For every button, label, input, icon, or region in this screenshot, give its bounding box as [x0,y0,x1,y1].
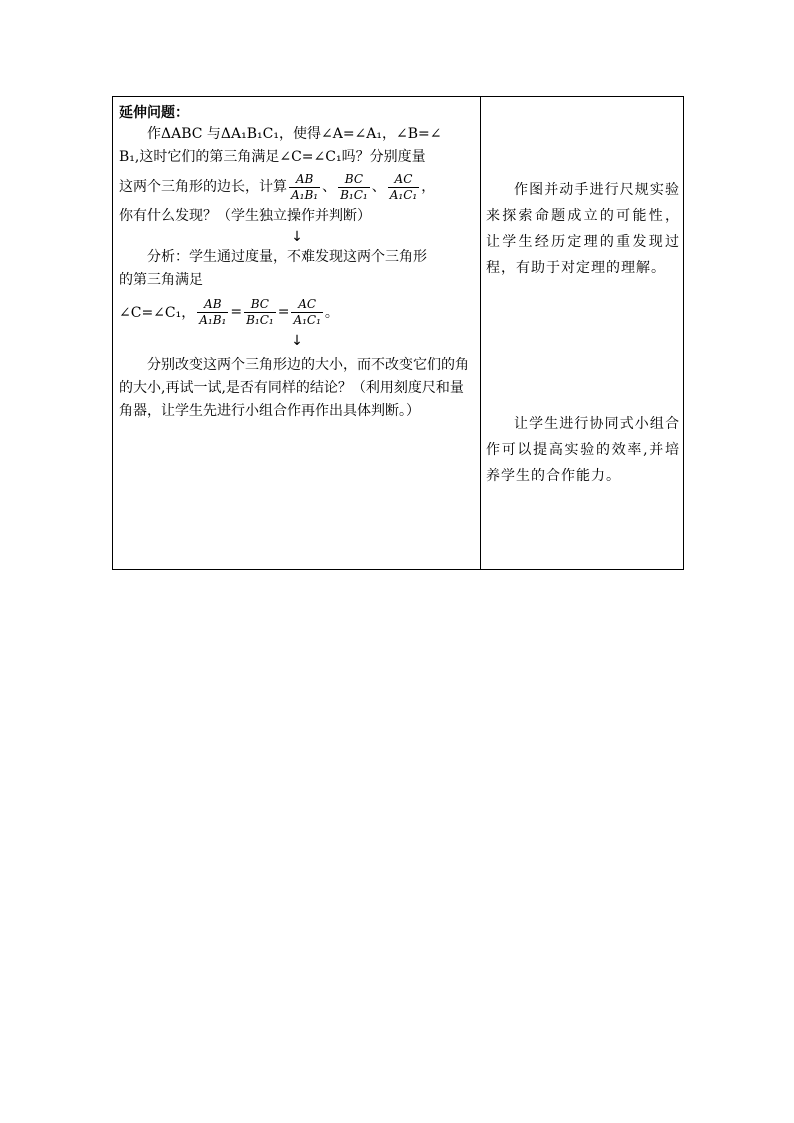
problem-line-1: 作ΔABC 与ΔA₁B₁C₁，使得∠A=∠A₁，∠B=∠ [147,126,442,142]
eq-fraction-bc-numerator: BC [250,296,269,311]
column-divider [480,97,481,569]
problem-line-2: B₁,这时它们的第三角满足∠C=∠C₁吗？分别度量 [119,149,426,165]
fraction-bc-numerator: BC [344,171,364,186]
analysis-equation [119,292,475,332]
fraction-bc [338,172,370,203]
eq-fraction-bc-denominator: B₁C₁ [246,312,274,327]
teaching-note-1: 作图并动手进行尺规实验来探索命题成立的可能性，让学生经历定理的重发现过程，有助于对定理的理解。 [486,182,680,276]
separator-2: 、 [371,178,386,195]
fraction-ab-denominator: A₁B₁ [291,187,319,202]
fraction-ac [388,172,419,203]
fraction-ac-denominator: A₁C₁ [389,187,418,202]
equals-sign-2: = [277,304,290,320]
problem-line-3 [119,169,475,205]
down-arrow-icon-1: ↓ [291,229,303,245]
fraction-ac-numerator: AC [394,171,413,186]
separator-1: 、 [322,178,337,195]
problem-line-3-text: 这两个三角形的边长，计算 [119,178,287,195]
left-column [119,103,475,423]
eq-fraction-ab [197,297,228,328]
teaching-note-2: 让学生进行协同式小组合作可以提高实验的效率,并培养学生的合作能力。 [486,416,680,484]
analysis-line-1: 分析：学生通过度量，不难发现这两个三角形 [147,249,427,265]
fraction-ab-numerator: AB [295,171,314,186]
fraction-bc-denominator: B₁C₁ [340,187,368,202]
eq-fraction-ab-denominator: A₁B₁ [199,312,227,327]
equation-end: 。 [324,305,339,321]
equation-prefix: ∠C=∠C₁， [119,305,196,321]
analysis-line-2: 的第三角满足 [119,272,203,288]
section-heading: 延伸问题： [119,105,189,121]
eq-fraction-ac-numerator: AC [298,296,317,311]
teaching-plan-table [112,96,684,570]
fraction-ab [289,172,320,203]
eq-fraction-ac-denominator: A₁C₁ [293,312,321,327]
eq-fraction-ab-numerator: AB [204,296,222,311]
problem-line-4: 你有什么发现？（学生独立操作并判断） [119,208,371,224]
equals-sign-1: = [230,304,243,320]
separator-3: ， [421,178,436,195]
eq-fraction-ac [291,297,322,328]
extension-paragraph: 分别改变这两个三角形边的大小，而不改变它们的角的大小,再试一试,是否有同样的结论？（利用刻度尺和量角器，让学生先进行小组合作再作出具体判断。） [119,357,469,419]
eq-fraction-bc [244,297,276,328]
down-arrow-icon-2: ↓ [291,333,303,349]
